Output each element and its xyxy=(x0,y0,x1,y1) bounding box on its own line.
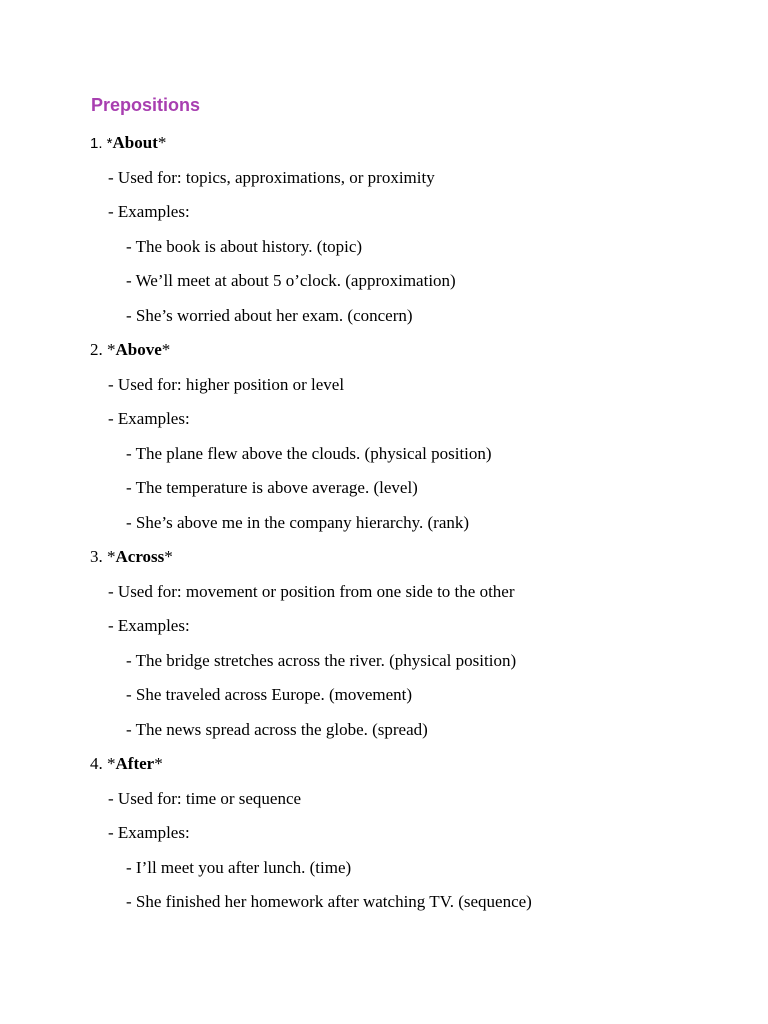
item-heading-after xyxy=(90,753,163,775)
item-used-for: - Used for: movement or position from one side to the other xyxy=(108,582,515,601)
item-examples-label: - Examples: xyxy=(108,616,190,635)
example-line: - The book is about history. (topic) xyxy=(126,237,363,256)
example-line: - She traveled across Europe. (movement) xyxy=(126,685,413,704)
item-heading-across xyxy=(90,546,173,568)
item-closing: * xyxy=(164,547,173,566)
item-closing: * xyxy=(157,133,167,152)
example-line: - She’s worried about her exam. (concern) xyxy=(126,306,413,325)
item-heading-about xyxy=(90,132,166,155)
example-line: - The temperature is above average. (level) xyxy=(126,478,418,497)
item-closing: * xyxy=(161,340,171,359)
item-used-for: - Used for: topics, approximations, or proximity xyxy=(108,168,435,187)
item-number: 4. * xyxy=(90,754,116,773)
item-used-for: - Used for: time or sequence xyxy=(108,789,302,808)
item-examples-label: - Examples: xyxy=(108,202,190,221)
example-line: - She finished her homework after watching TV. (sequence) xyxy=(126,892,532,911)
item-word: Above xyxy=(115,340,162,359)
example-line: - We’ll meet at about 5 o’clock. (approximation) xyxy=(126,271,456,290)
item-number: 1. * xyxy=(90,135,113,152)
item-heading-above xyxy=(90,339,170,361)
example-line: - She’s above me in the company hierarchy. (rank) xyxy=(126,513,470,532)
example-line: - The news spread across the globe. (spread) xyxy=(126,720,428,739)
item-closing: * xyxy=(154,754,163,773)
example-line: - The bridge stretches across the river. (physical position) xyxy=(126,651,517,670)
page-title: Prepositions xyxy=(91,95,201,115)
item-number: 3. * xyxy=(90,547,116,566)
example-line: - I’ll meet you after lunch. (time) xyxy=(126,858,352,877)
item-word: About xyxy=(112,133,158,152)
item-number: 2. * xyxy=(90,340,116,359)
item-word: After xyxy=(115,754,155,773)
item-examples-label: - Examples: xyxy=(108,823,190,842)
item-examples-label: - Examples: xyxy=(108,409,190,428)
example-line: - The plane flew above the clouds. (physical position) xyxy=(126,444,492,463)
item-used-for: - Used for: higher position or level xyxy=(108,375,345,394)
item-word: Across xyxy=(115,547,165,566)
